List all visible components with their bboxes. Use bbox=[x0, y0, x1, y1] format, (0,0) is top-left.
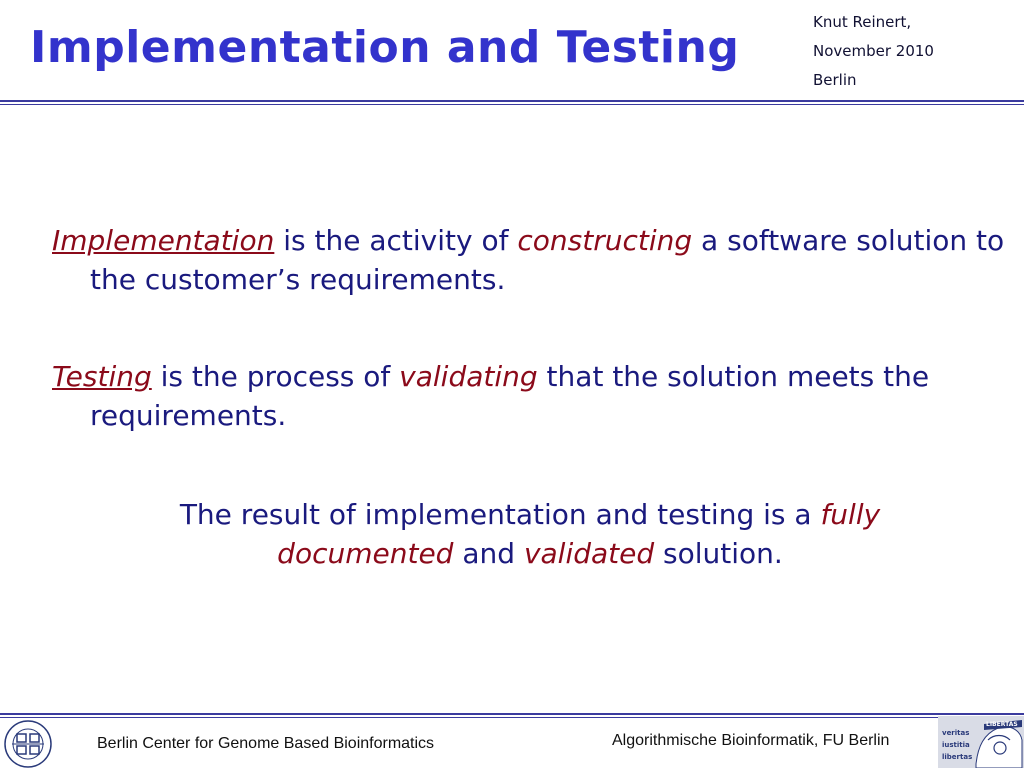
presentation-place: Berlin bbox=[813, 71, 857, 89]
header-rule-thick bbox=[0, 100, 1024, 102]
emph-fully-documented: fully documented bbox=[277, 498, 881, 570]
footer-organization: Berlin Center for Genome Based Bioinformatics bbox=[97, 735, 435, 752]
header-rule-thin bbox=[0, 104, 1024, 105]
bcgb-circular-logo-icon bbox=[2, 719, 54, 768]
emph-constructing: constructing bbox=[517, 224, 693, 257]
seal-word-veritas: veritas bbox=[942, 729, 970, 737]
p3-text-2: and bbox=[453, 537, 524, 570]
footer-rule-thick bbox=[0, 713, 1024, 715]
slide-meta bbox=[813, 8, 934, 95]
p2-text-2: that the solution meets the requirements. bbox=[90, 360, 930, 432]
term-testing: Testing bbox=[52, 360, 152, 393]
author-name: Knut Reinert, bbox=[813, 13, 912, 31]
footer-department: Algorithmische Bioinformatik, FU Berlin bbox=[612, 732, 890, 749]
fu-berlin-seal-icon bbox=[938, 716, 1024, 768]
definition-implementation bbox=[52, 221, 1010, 299]
p1-text-1: is the activity of bbox=[274, 224, 518, 257]
term-implementation: Implementation bbox=[52, 224, 275, 257]
emph-validating: validating bbox=[399, 360, 538, 393]
seal-word-libertas: libertas bbox=[942, 753, 973, 761]
definition-testing bbox=[52, 357, 1010, 435]
seal-banner-text: LIBERTAS bbox=[986, 721, 1018, 728]
footer-rule-thin bbox=[0, 717, 1024, 718]
p3-text-3: solution. bbox=[654, 537, 783, 570]
p3-text-1: The result of implementation and testing is a bbox=[179, 498, 821, 531]
result-statement bbox=[100, 495, 960, 573]
emph-validated: validated bbox=[523, 537, 655, 570]
presentation-date: November 2010 bbox=[813, 42, 934, 60]
p1-text-2: a software solution to the customer’s requirements. bbox=[90, 224, 1005, 296]
slide-title: Implementation and Testing bbox=[30, 22, 740, 73]
seal-word-iustitia: iustitia bbox=[942, 741, 970, 749]
p2-text-1: is the process of bbox=[151, 360, 400, 393]
